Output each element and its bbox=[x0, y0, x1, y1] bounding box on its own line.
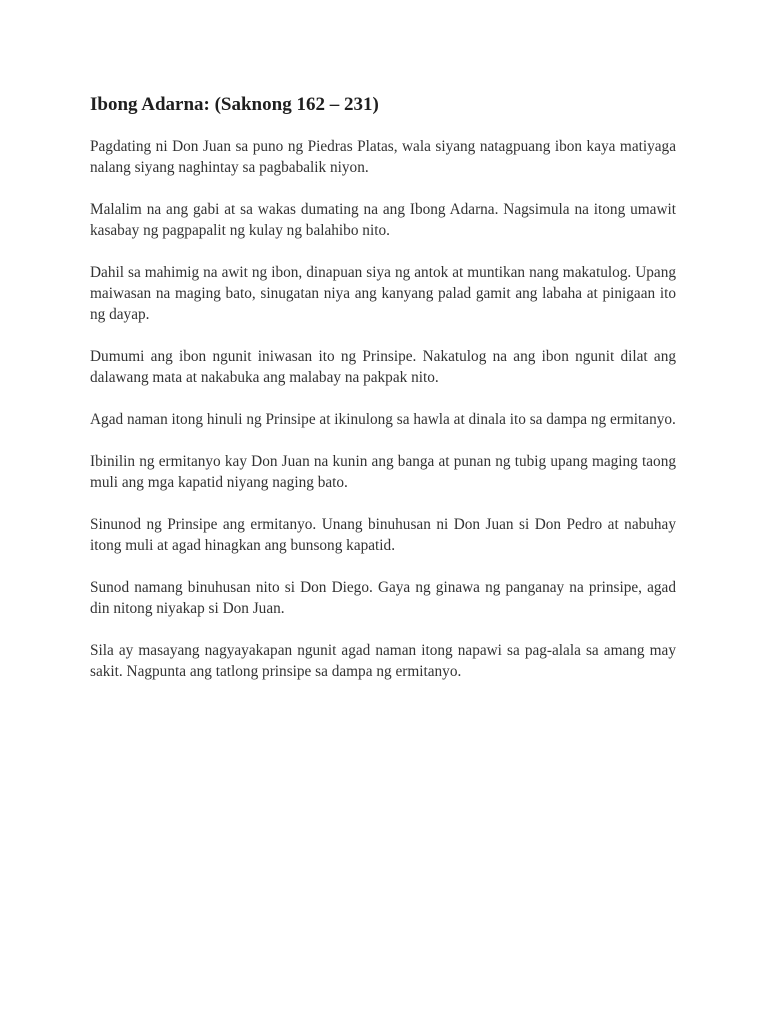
paragraph-1: Pagdating ni Don Juan sa puno ng Piedras Platas, wala siyang natagpuang ibon kaya matiyaga nalang siyang naghintay sa pagbabalik niyon. bbox=[90, 138, 676, 176]
paragraph-6: Ibinilin ng ermitanyo kay Don Juan na kunin ang banga at punan ng tubig upang maging taong muli ang mga kapatid niyang naging bato. bbox=[90, 453, 676, 491]
paragraph-4: Dumumi ang ibon ngunit iniwasan ito ng Prinsipe. Nakatulog na ang ibon ngunit dilat ang dalawang mata at nakabuka ang malabay na pakpak nito. bbox=[90, 348, 676, 386]
document-body bbox=[90, 136, 676, 703]
document-title: Ibong Adarna: (Saknong 162 – 231) bbox=[90, 94, 379, 115]
paragraph-3: Dahil sa mahimig na awit ng ibon, dinapuan siya ng antok at muntikan nang makatulog. Upang maiwasan na maging bato, sinugatan niya ang kanyang palad gamit ang labaha at pinigaan ito ng dayap. bbox=[90, 264, 676, 323]
paragraph-8: Sunod namang binuhusan nito si Don Diego. Gaya ng ginawa ng panganay na prinsipe, agad din nitong niyakap si Don Juan. bbox=[90, 579, 676, 617]
paragraph-2: Malalim na ang gabi at sa wakas dumating na ang Ibong Adarna. Nagsimula na itong umawit kasabay ng pagpapalit ng kulay ng balahibo nito. bbox=[90, 201, 676, 239]
paragraph-7: Sinunod ng Prinsipe ang ermitanyo. Unang binuhusan ni Don Juan si Don Pedro at nabuhay itong muli at agad hinagkan ang bunsong kapatid. bbox=[90, 516, 676, 554]
paragraph-9: Sila ay masayang nagyayakapan ngunit agad naman itong napawi sa pag-alala sa amang may sakit. Nagpunta ang tatlong prinsipe sa dampa ng ermitanyo. bbox=[90, 642, 676, 680]
paragraph-5: Agad naman itong hinuli ng Prinsipe at ikinulong sa hawla at dinala ito sa dampa ng ermitanyo. bbox=[90, 411, 676, 428]
